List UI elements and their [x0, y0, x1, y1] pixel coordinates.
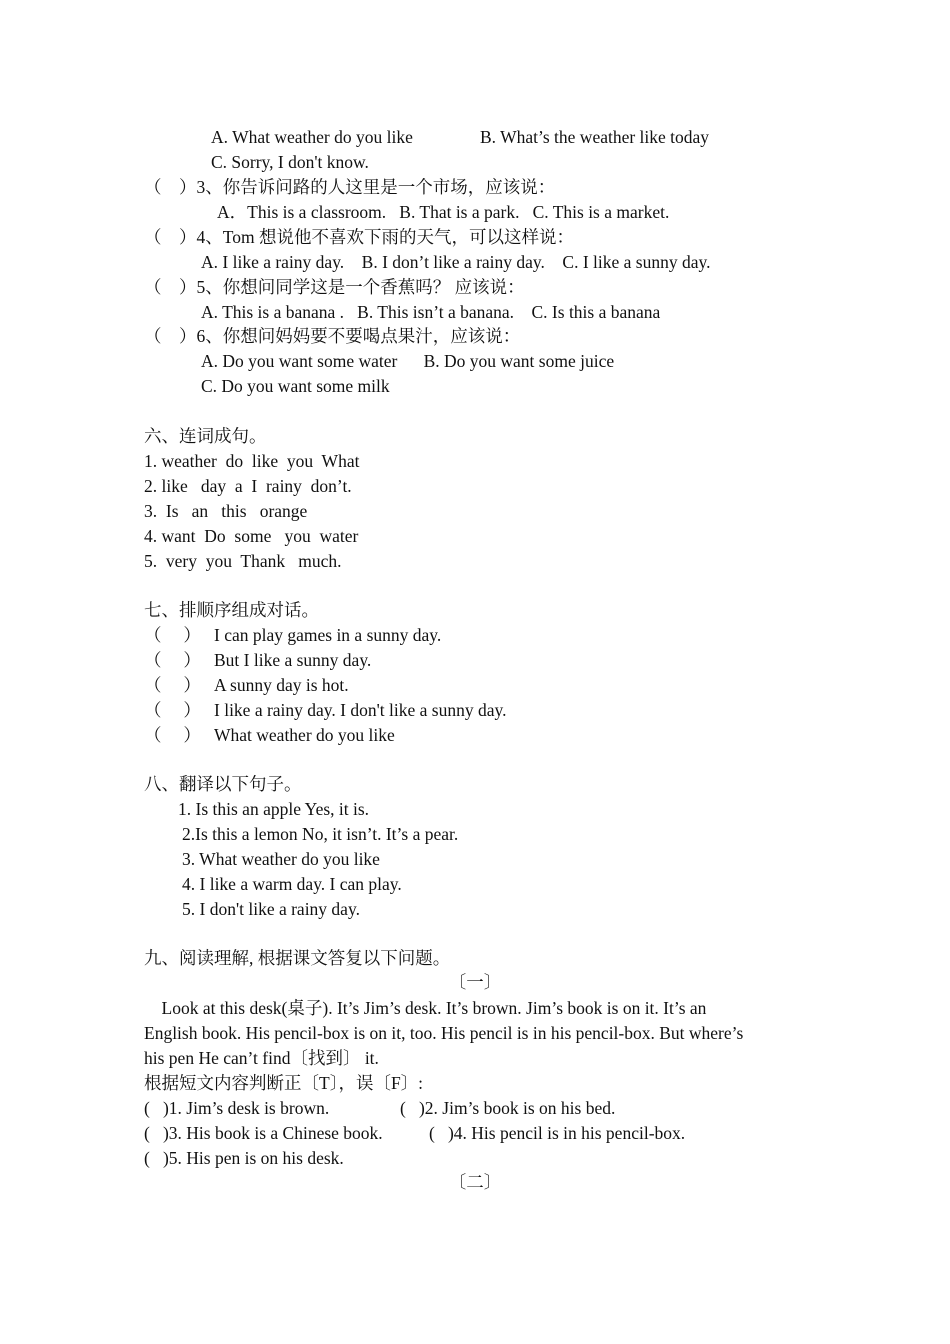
section-8-item: 5. I don't like a rainy day.	[182, 899, 360, 919]
passage-line: his pen He can’t find〔找到〕 it.	[144, 1048, 379, 1068]
section-6-item: 2. like day a I rainy don’t.	[144, 476, 352, 496]
section-9-title: 九、阅读理解, 根据课文答复以下问题。	[144, 948, 451, 968]
question-3: （ ）3、你告诉问路的人这里是一个市场，应该说：	[144, 177, 556, 197]
passage-line: English book. His pencil-box is on it, too. His pencil is in his pencil-box. But where’s	[144, 1023, 744, 1043]
section-7-item: （ ） But I like a sunny day.	[144, 650, 372, 670]
section-7-item: （ ） I like a rainy day. I don't like a sunny day.	[144, 700, 507, 720]
question-6-option-c: C. Do you want some milk	[201, 376, 390, 396]
section-6-item: 5. very you Thank much.	[144, 551, 342, 571]
tf-instruction: 根据短文内容判断正〔T〕，误〔F〕:	[144, 1073, 424, 1093]
question-4: （ ）4、Tom 想说他不喜欢下雨的天气，可以这样说：	[144, 227, 574, 247]
section-8-item: 1. Is this an apple Yes, it is.	[178, 799, 370, 819]
q2-option-b: B. What’s the weather like today	[480, 127, 710, 147]
section-8-item: 4. I like a warm day. I can play.	[182, 874, 402, 894]
tf-question: ( )4. His pencil is in his pencil-box.	[429, 1123, 686, 1143]
tf-question: ( )3. His book is a Chinese book.	[144, 1123, 383, 1143]
section-6-item: 3. Is an this orange	[144, 501, 308, 521]
tf-question: ( )1. Jim’s desk is brown.	[144, 1098, 330, 1118]
question-5: （ ）5、你想问同学这是一个香蕉吗？ 应该说：	[144, 277, 525, 297]
question-5-options: A. This is a banana . B. This isn’t a banana. C. Is this a banana	[201, 302, 661, 322]
section-6-item: 1. weather do like you What	[144, 451, 360, 471]
section-7-item: （ ） I can play games in a sunny day.	[144, 625, 442, 645]
part-2-label: 〔二〕	[448, 1172, 502, 1192]
section-8-title: 八、翻译以下句子。	[144, 774, 302, 794]
section-7-title: 七、排顺序组成对话。	[144, 600, 319, 620]
q2-option-c: C. Sorry, I don't know.	[211, 152, 369, 172]
question-6: （ ）6、你想问妈妈要不要喝点果汁，应该说：	[144, 326, 521, 346]
question-3-options: A．This is a classroom. B. That is a park. C. This is a market.	[217, 202, 670, 222]
section-8-item: 3. What weather do you like	[182, 849, 380, 869]
tf-question: ( )2. Jim’s book is on his bed.	[400, 1098, 616, 1118]
section-7-item: （ ） A sunny day is hot.	[144, 675, 349, 695]
section-6-item: 4. want Do some you water	[144, 526, 359, 546]
q2-option-a: A. What weather do you like	[211, 127, 413, 147]
passage-line: Look at this desk(桌子). It’s Jim’s desk. It’s brown. Jim’s book is on it. It’s an	[144, 998, 707, 1018]
question-4-options: A. I like a rainy day. B. I don’t like a rainy day. C. I like a sunny day.	[201, 252, 711, 272]
section-6-title: 六、连词成句。	[144, 426, 267, 446]
section-7-item: （ ） What weather do you like	[144, 725, 395, 745]
part-1-label: 〔一〕	[448, 972, 502, 992]
question-6-options-ab: A. Do you want some water B. Do you want some juice	[201, 351, 615, 371]
section-8-item: 2.Is this a lemon No, it isn’t. It’s a pear.	[182, 824, 459, 844]
tf-question: ( )5. His pen is on his desk.	[144, 1148, 344, 1168]
